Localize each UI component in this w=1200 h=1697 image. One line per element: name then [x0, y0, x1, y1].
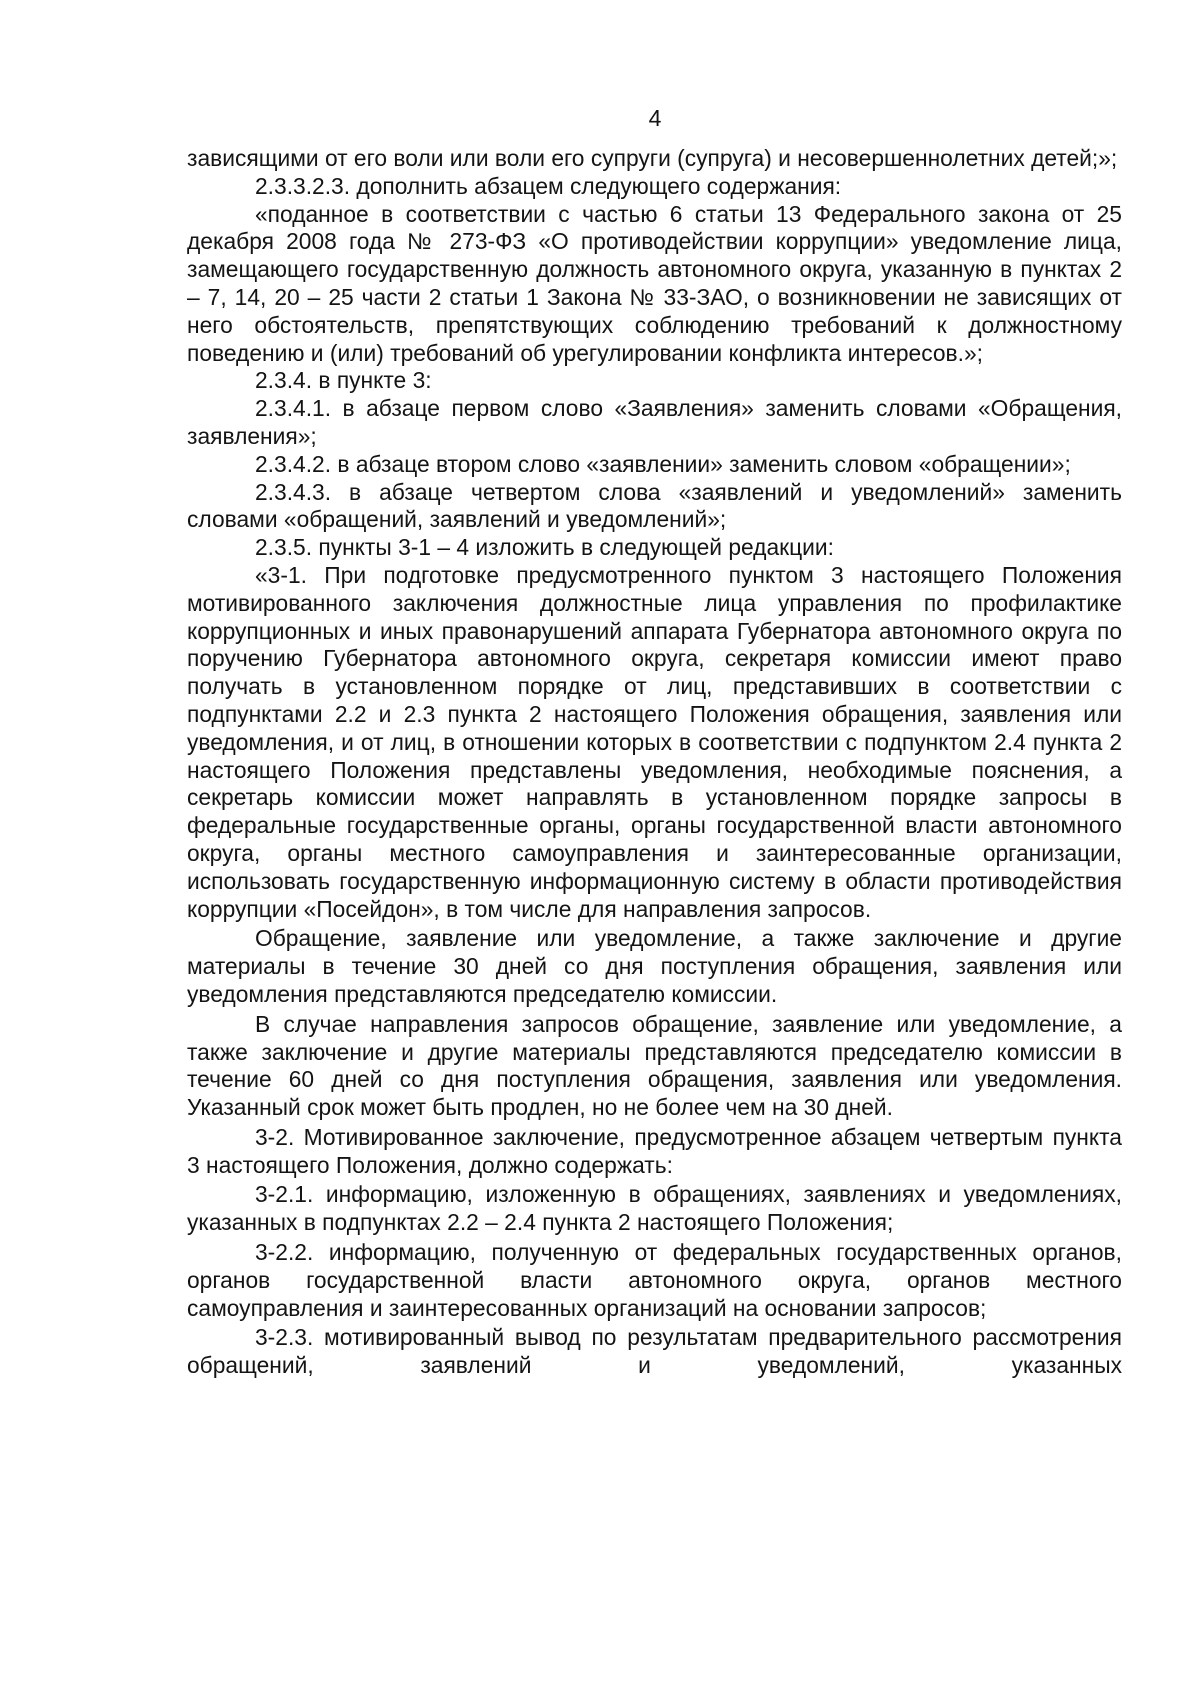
- paragraph-14: 3-2.2. информацию, полученную от федеральных государственных органов, органов государственной власти автономного округа, органов местного самоуправления и заинтересованных организаций на основании запросов;: [187, 1239, 1122, 1321]
- paragraph-2: 2.3.3.2.3. дополнить абзацем следующего содержания:: [255, 172, 842, 199]
- paragraph-8: 2.3.5. пункты 3-1 – 4 изложить в следующей редакции:: [255, 534, 834, 561]
- paragraph-12: 3-2. Мотивированное заключение, предусмотренное абзацем четвертым пункта 3 настоящего Положения, должно содержать:: [187, 1123, 1122, 1178]
- paragraph-7: 2.3.4.3. в абзаце четвертом слова «заявлений и уведомлений» заменить словами «обращений, заявлений и уведомлений»;: [187, 478, 1122, 533]
- paragraph-11: В случае направления запросов обращение, заявление или уведомление, а также заключение и другие материалы представляются председателю комиссии в течение 60 дней со дня поступления обращения, заявления или уведомления. Указанный срок может быть продлен, но не более чем на 30 дней.: [187, 1010, 1122, 1121]
- document-body: [187, 145, 1122, 1380]
- paragraph-4: 2.3.4. в пункте 3:: [255, 367, 432, 394]
- paragraph-15: 3-2.3. мотивированный вывод по результатам предварительного рассмотрения обращений, заявлений и уведомлений, указанных: [187, 1324, 1122, 1379]
- paragraph-9: «3-1. При подготовке предусмотренного пунктом 3 настоящего Положения мотивированного заключения должностные лица управления по профилактике коррупционных и иных правонарушений аппарата Губернатора автономного округа по поручению Губернатора автономного округа, секретаря комиссии имеют право получать в установленном порядке от лиц, представивших в соответствии с подпунктами 2.2 и 2.3 пункта 2 настоящего Положения обращения, заявления или уведомления, и от лиц, в отношении которых в соответствии с подпунктом 2.4 пункта 2 настоящего Положения представлены уведомления, необходимые пояснения, а секретарь комиссии может направлять в установленном порядке запросы в федеральные государственные органы, органы государственной власти автономного округа, органы местного самоуправления и заинтересованные организации, использовать государственную информационную систему в области противодействия коррупции «Посейдон», в том числе для направления запросов.: [187, 561, 1122, 922]
- paragraph-1: зависящими от его воли или воли его супруги (супруга) и несовершеннолетних детей;»;: [187, 145, 1118, 171]
- paragraph-3: «поданное в соответствии с частью 6 статьи 13 Федерального закона от 25 декабря 2008 года № 273-ФЗ «О противодействии коррупции» уведомление лица, замещающего государственную должность автономного округа, указанную в пунктах 2 – 7, 14, 20 – 25 части 2 статьи 1 Закона № 33-ЗАО, о возникновении не зависящих от него обстоятельств, препятствующих соблюдению требований к должностному поведению и (или) требований об урегулировании конфликта интересов.»;: [187, 200, 1122, 366]
- paragraph-10: Обращение, заявление или уведомление, а также заключение и другие материалы в течение 30 дней со дня поступления обращения, заявления или уведомления представляются председателю комиссии.: [187, 925, 1122, 1007]
- paragraph-5: 2.3.4.1. в абзаце первом слово «Заявления» заменить словами «Обращения, заявления»;: [187, 395, 1122, 449]
- paragraph-6: 2.3.4.2. в абзаце втором слово «заявлении» заменить словом «обращении»;: [255, 450, 1071, 477]
- page-number: 4: [648, 105, 662, 131]
- paragraph-13: 3-2.1. информацию, изложенную в обращениях, заявлениях и уведомлениях, указанных в подпунктах 2.2 – 2.4 пункта 2 настоящего Положения;: [187, 1181, 1122, 1236]
